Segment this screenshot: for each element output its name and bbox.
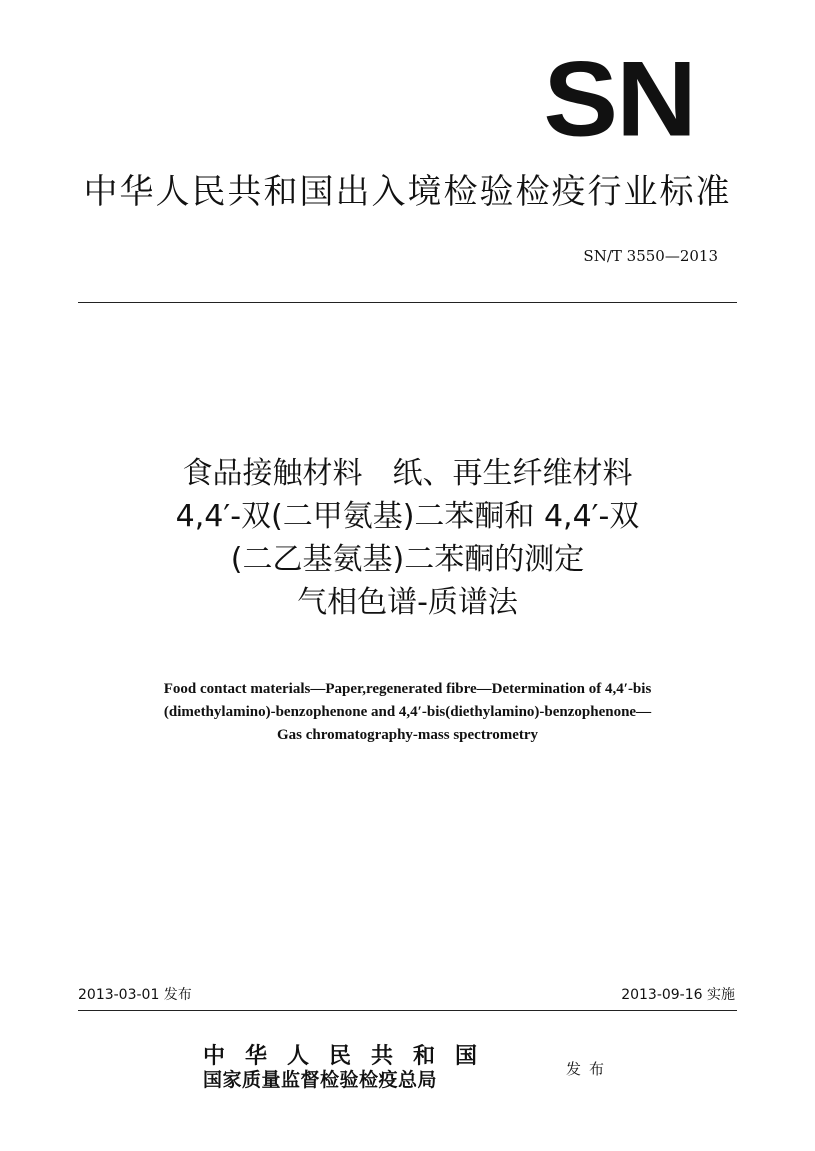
english-title-line-2: (dimethylamino)-benzophenone and 4,4′-bis(diethylamino)-benzophenone—: [163, 704, 652, 720]
english-title: [0, 678, 815, 747]
standard-code: SN/T 3550—2013: [583, 247, 718, 265]
chinese-title-line-4: 气相色谱-质谱法: [297, 585, 518, 620]
english-title-line-3: Gas chromatography-mass spectrometry: [276, 727, 539, 743]
standard-category-title: 中华人民共和国出入境检验检疫行业标准: [83, 172, 732, 212]
top-divider: [78, 302, 737, 303]
implementation-date: 2013-09-16 实施: [621, 987, 735, 1003]
publisher-line-1: 中华人民共和国: [203, 1043, 498, 1069]
publisher-line-2: 国家质量监督检验检疫总局: [203, 1069, 438, 1091]
publisher-suffix: 发布: [566, 1060, 613, 1078]
chinese-title-line-2: 4,4′-双(二甲氨基)二苯酮和 4,4′-双: [175, 499, 640, 534]
bottom-divider: [78, 1010, 737, 1011]
chinese-title-line-3: (二乙基氨基)二苯酮的测定: [230, 542, 585, 577]
sn-logo: SN: [543, 39, 695, 159]
english-title-line-1: Food contact materials—Paper,regenerated fibre—Determination of 4,4′-bis: [163, 681, 652, 697]
chinese-title: [0, 452, 815, 624]
chinese-title-line-1: 食品接触材料 纸、再生纤维材料: [182, 456, 633, 491]
issue-date: 2013-03-01 发布: [78, 987, 192, 1003]
